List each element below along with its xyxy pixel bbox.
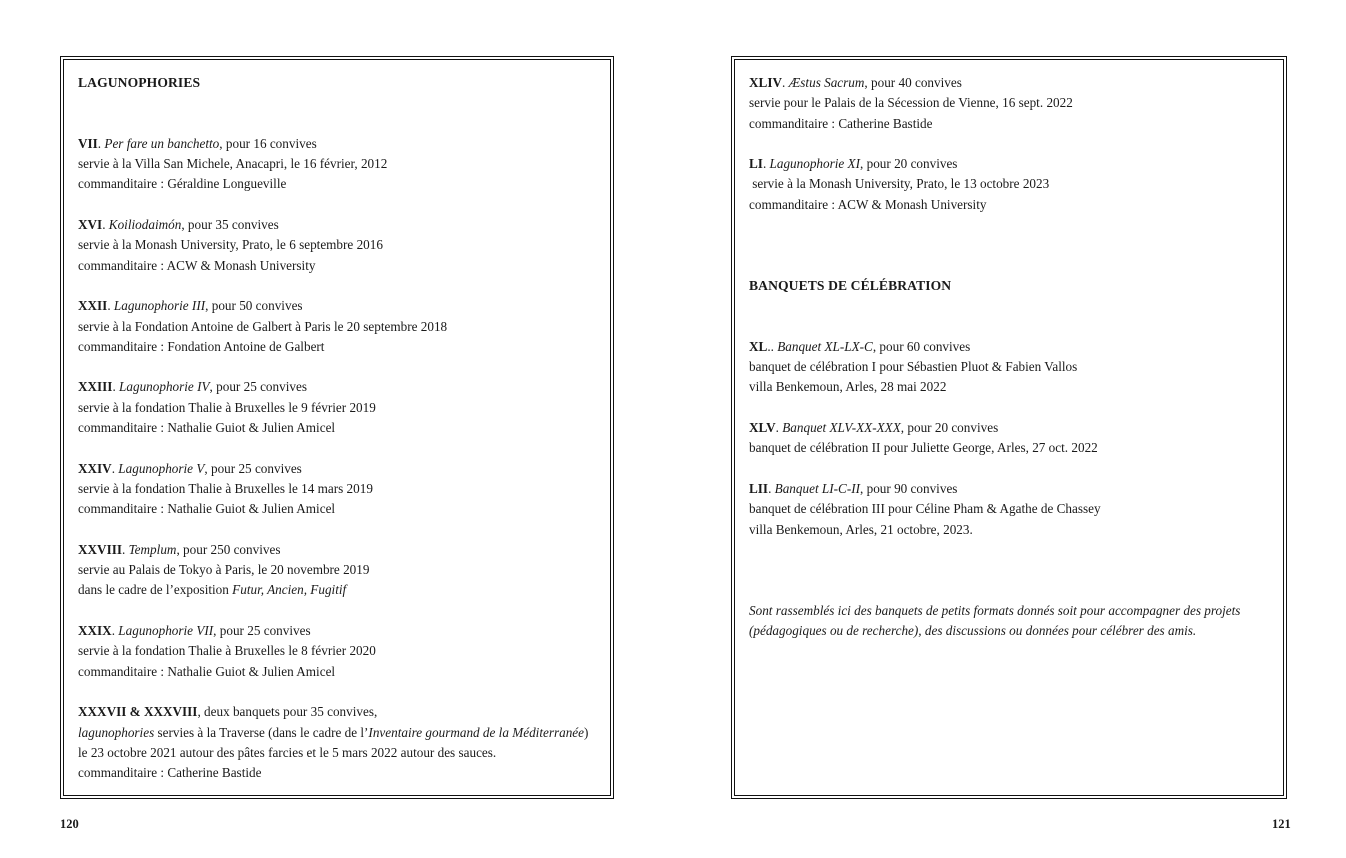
entry-venue: servies à la Traverse (dans le cadre de l’ (154, 724, 369, 740)
entry-sponsor: commanditaire : Nathalie Guiot & Julien Amicel (78, 420, 336, 436)
entry-guests: , pour 60 convives (872, 338, 971, 354)
list-item (749, 418, 1279, 459)
entry-title: Lagunophorie V (118, 460, 205, 476)
entry-title: Banquet LI-C-II (774, 480, 860, 496)
entry-guests: , pour 90 convives (860, 480, 958, 496)
entry-title: lagunophories (78, 724, 155, 740)
entry-guests: , deux banquets pour 35 convives, (197, 704, 378, 720)
entry-venue: servie à la Monash University, Prato, le 13 octobre 2023 (749, 176, 1050, 192)
list-item (78, 134, 603, 195)
entry-separator: . (775, 420, 783, 436)
entry-guests: , pour 25 convives (213, 623, 311, 639)
entry-sponsor: commanditaire : ACW & Monash University (749, 196, 987, 212)
entry-number: XXVIII (78, 541, 122, 557)
list-item (78, 459, 603, 520)
entry-number: XXII (78, 298, 108, 314)
entry-separator: . (107, 298, 114, 314)
note-line-2: (pédagogiques ou de recherche), des discussions ou données pour célébrer des amis. (749, 623, 1197, 639)
page-number-left: 120 (60, 817, 79, 831)
entry-venue: servie à la Fondation Antoine de Galbert à Paris le 20 septembre 2018 (78, 318, 448, 334)
list-item (78, 215, 603, 276)
entry-number: XLIV (749, 75, 782, 90)
list-item (78, 540, 603, 601)
entry-guests: , pour 35 convives (181, 217, 279, 233)
entry-separator: . (111, 623, 119, 639)
list-item (749, 154, 1279, 215)
section-title-lagunophories: LAGUNOPHORIES (78, 75, 201, 90)
exhibition-title: Futur, Ancien, Fugitif (232, 582, 347, 598)
entry-guests: , pour 25 convives (209, 379, 307, 395)
entry-separator: . (762, 156, 770, 172)
entry-separator: .. (767, 338, 778, 354)
entry-sponsor: commanditaire : Nathalie Guiot & Julien Amicel (78, 663, 336, 679)
entry-number: XXIII (78, 379, 113, 395)
entry-guests: , pour 20 convives (860, 156, 958, 172)
entry-separator: . (102, 217, 109, 233)
entry-separator: . (111, 460, 119, 476)
entry-title: Koiliodaimón (108, 217, 182, 233)
inventory-title: Inventaire gourmand de la Méditerranée (368, 724, 585, 740)
list-item (749, 73, 1279, 134)
note-line-1: Sont rassemblés ici des banquets de petits formats donnés soit pour accompagner des projets (749, 602, 1241, 618)
entry-title: Lagunophorie III (113, 298, 206, 314)
section-title-banquets: BANQUETS DE CÉLÉBRATION (749, 277, 952, 293)
entry-title: Banquet XLV-XX-XXX (782, 420, 901, 436)
entry-sponsor: commanditaire : Catherine Bastide (749, 115, 933, 131)
entry-sponsor: commanditaire : Nathalie Guiot & Julien Amicel (78, 501, 336, 517)
list-item (749, 479, 1279, 540)
entry-guests: , pour 50 convives (205, 298, 303, 314)
list-item (78, 377, 603, 438)
entry-description: banquet de célébration II pour Juliette George, Arles, 27 oct. 2022 (749, 440, 1098, 456)
list-item (78, 702, 603, 783)
list-item (78, 621, 603, 682)
entry-venue: servie pour le Palais de la Sécession de Vienne, 16 sept. 2022 (749, 95, 1073, 111)
entry-title: Lagunophorie XI (769, 156, 861, 172)
entry-guests: , pour 250 convives (176, 541, 281, 557)
entry-number: XVI (78, 217, 103, 233)
entry-sponsor: commanditaire : Géraldine Longueville (78, 176, 287, 192)
entry-venue: villa Benkemoun, Arles, 28 mai 2022 (749, 379, 947, 395)
entry-guests: , pour 25 convives (204, 460, 302, 476)
left-page-content (78, 73, 603, 783)
list-item (78, 296, 603, 357)
entry-venue: servie à la fondation Thalie à Bruxelles le 14 mars 2019 (78, 480, 373, 496)
entry-separator: . (781, 75, 789, 90)
entry-separator: . (768, 480, 775, 496)
entry-sponsor: commanditaire : Fondation Antoine de Galbert (78, 338, 325, 354)
entry-number: XXIX (78, 623, 112, 639)
entry-title: Æstus Sacrum (788, 75, 865, 90)
entry-venue: servie à la Monash University, Prato, le 6 septembre 2016 (78, 237, 383, 253)
entry-venue: servie au Palais de Tokyo à Paris, le 20 novembre 2019 (78, 562, 370, 578)
right-page-content (749, 73, 1279, 641)
entry-separator: . (112, 379, 120, 395)
entry-sponsor: commanditaire : ACW & Monash University (78, 257, 316, 273)
entry-description: banquet de célébration III pour Céline Pham & Agathe de Chassey (749, 501, 1101, 517)
entry-title: Templum (128, 541, 177, 557)
entry-title: Banquet XL-LX-C (777, 338, 873, 354)
entry-number: LI (749, 156, 763, 172)
entry-sponsor: commanditaire : Catherine Bastide (78, 765, 262, 781)
page-number-right: 121 (1272, 817, 1291, 831)
entry-description: banquet de célébration I pour Sébastien Pluot & Fabien Vallos (749, 359, 1078, 375)
entry-dates: le 23 octobre 2021 autour des pâtes farcies et le 5 mars 2022 autour des sauces. (78, 744, 497, 760)
entry-guests: , pour 16 convives (219, 135, 317, 151)
entry-guests: , pour 20 convives (900, 420, 999, 436)
entry-separator: . (121, 541, 129, 557)
entry-guests: , pour 40 convives (864, 75, 962, 90)
entry-number: XXIV (78, 460, 112, 476)
entry-number: VII (78, 135, 98, 151)
entry-title: Lagunophorie VII (118, 623, 214, 639)
entry-title: Per fare un banchetto (104, 135, 220, 151)
closing-paren: ) (584, 724, 589, 740)
entry-number: XLV (749, 420, 776, 436)
entry-venue: servie à la Villa San Michele, Anacapri, le 16 février, 2012 (78, 156, 388, 172)
entry-separator: . (97, 135, 105, 151)
entry-venue: villa Benkemoun, Arles, 21 octobre, 2023. (749, 521, 973, 537)
entry-venue: servie à la fondation Thalie à Bruxelles le 9 février 2019 (78, 399, 376, 415)
entry-context: dans le cadre de l’exposition (78, 582, 233, 598)
entry-title: Lagunophorie IV (119, 379, 210, 395)
entry-venue: servie à la fondation Thalie à Bruxelles le 8 février 2020 (78, 643, 376, 659)
list-item (749, 337, 1279, 398)
entry-number: XL (749, 338, 768, 354)
entry-number: XXXVII & XXXVIII (78, 704, 198, 720)
entry-number: LII (749, 480, 769, 496)
